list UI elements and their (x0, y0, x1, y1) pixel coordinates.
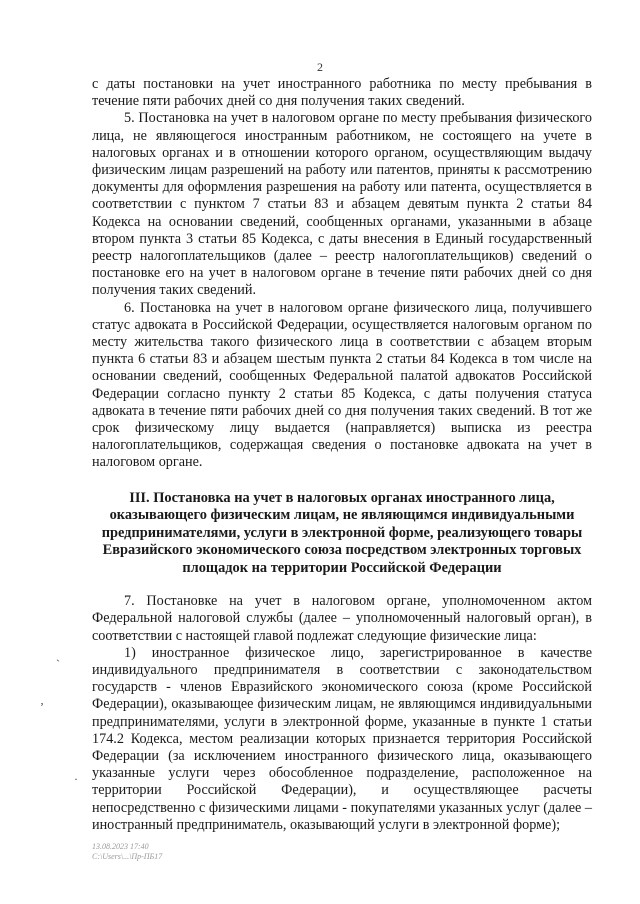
footer-timestamp: 13.08.2023 17:40 (92, 842, 149, 851)
margin-mark: · (74, 772, 78, 786)
section-heading: III. Постановка на учет в налоговых органах иностранного лица, оказывающего физическим лицам, не являющимся индивидуальными предпринимателями, услуги в электронной форме, реализующего товары Евразийского экономического союза посредством электронных торговых площадок на территории Российской Федерации (101, 489, 583, 576)
paragraph: 5. Постановка на учет в налоговом органе по месту пребывания физического лица, не являющегося иностранным работником, не состоящего на учете в налоговых органах и в отношении которого органом, осуществляющим выдачу физическим лицам разрешений на работу или патентов, приняты к рассмотрению документы для оформления разрешения на работу или патента, осуществляется в соответствии с пунктом 7 статьи 83 и абзацем девятым пункта 2 статьи 84 Кодекса на основании сведений, сообщенных органами, указанными в абзаце втором пункта 3 статьи 85 Кодекса, с даты внесения в Единый государственный реестр налогоплательщиков (далее – реестр налогоплательщиков) сведений о постановке его на учет в налоговом органе в течение пяти рабочих дней со дня получения таких сведений. (92, 110, 592, 299)
paragraph: 6. Постановка на учет в налоговом органе физического лица, получившего статус адвоката в Российской Федерации, осуществляется налоговым органом по месту жительства такого физического лица в соответствии с абзацем вторым пункта 6 статьи 83 и абзацем шестым пункта 2 статьи 84 Кодекса в том числе на основании сведений, сообщенных Федеральной палатой адвокатов Российской Федерации согласно пункту 2 статьи 85 Кодекса, с даты получения статуса адвоката в течение пяти рабочих дней со дня получения таких сведений. В тот же срок физическому лицу выдается (направляется) выписка из реестра налогоплательщиков, содержащая сведения о постановке адвоката на учет в налоговом органе. (92, 299, 592, 471)
paragraph: 7. Постановке на учет в налоговом органе, уполномоченном актом Федеральной налоговой службы (далее – уполномоченный налоговый орган), в соответствии с настоящей главой подлежат следующие физические лица: (92, 593, 592, 644)
margin-mark: ˎ (56, 648, 60, 662)
paragraph: 1) иностранное физическое лицо, зарегистрированное в качестве индивидуального предпринимателя в соответствии с законодательством государств - членов Евразийского экономического союза (кроме Российской Федерации), оказывающее физическим лицам, не являющимся индивидуальными предпринимателями, услуги в электронной форме, указанные в пункте 1 статьи 174.2 Кодекса, местом реализации которых признается территория Российской Федерации (за исключением иностранного физического лица, оказывающего указанные услуги через обособленное подразделение, расположенное на территории Российской Федерации), и осуществляющее расчеты непосредственно с физическими лицами - покупателями указанных услуг (далее – иностранный предприниматель, оказывающий услуги в электронной форме); (92, 644, 592, 833)
margin-mark: ʼ (40, 700, 44, 714)
paragraph: с даты постановки на учет иностранного работника по месту пребывания в течение пяти рабочих дней со дня получения таких сведений. (92, 76, 592, 110)
file-footer (92, 842, 162, 862)
page-number: 2 (317, 60, 323, 74)
document-body (92, 76, 592, 834)
footer-path: С:\Users\...\Пр-ПБ17 (92, 852, 163, 861)
